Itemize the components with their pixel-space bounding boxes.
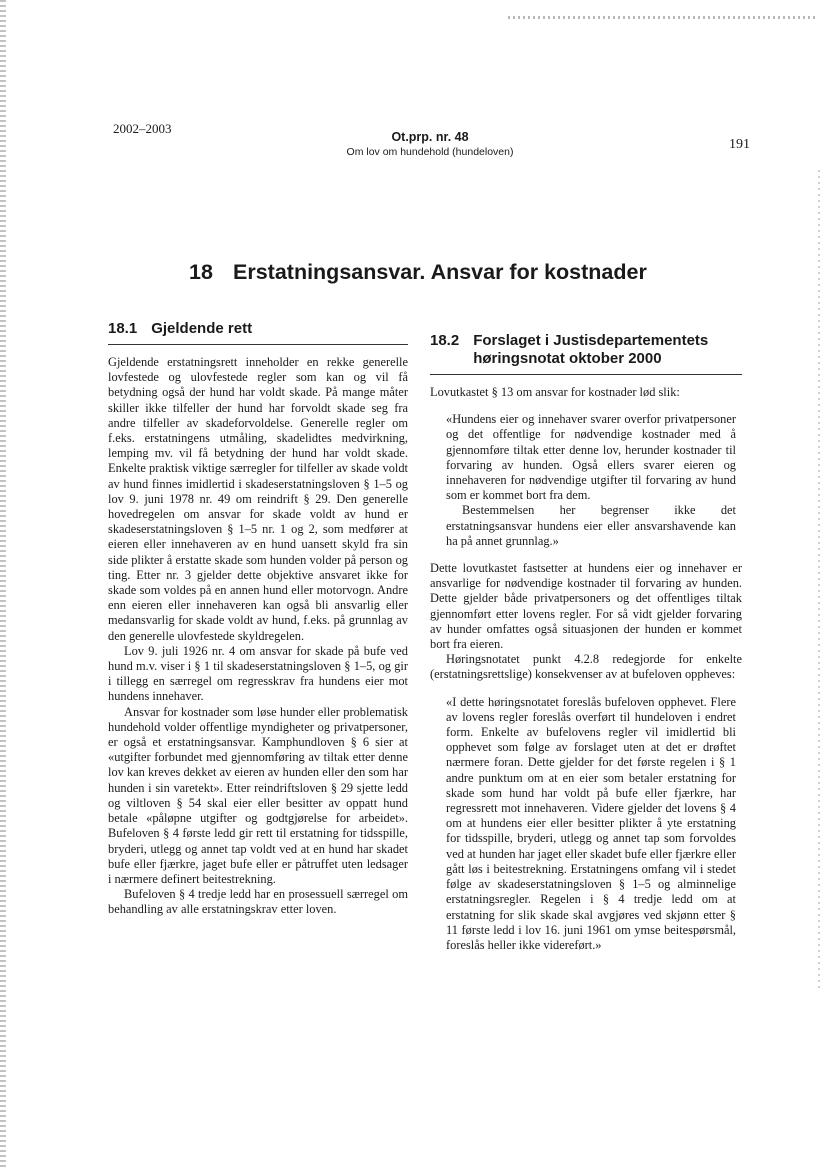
scan-edge-top	[508, 16, 818, 19]
section-title: Gjeldende rett	[151, 320, 253, 337]
block-quote-hearing-note	[446, 695, 736, 953]
paragraph: Høringsnotatet punkt 4.2.8 redegjorde for enkelte (erstatningsrettslige) konsekvenser av at bufeloven oppheves:	[430, 652, 742, 682]
chapter-number: 18	[189, 260, 213, 284]
paragraph: Bufeloven § 4 tredje ledd har en prosessuell særregel om behandling av alle erstatningskrav etter loven.	[108, 887, 408, 917]
section-number: 18.2	[430, 332, 460, 349]
quote-paragraph: «I dette høringsnotatet foreslås bufeloven opphevet. Flere av lovens regler foreslås overført til hundeloven i endret form. Enkelte av bufelovens regler vil imidlertid bli opphevet som følge av forslaget uten at det er drøftet nærmere foran. Dette gjelder for det første regelen i § 1 andre punktum om at en eier som betaler erstatning for skade som hund har voldt på bufe eller fjærkre, har regressrett mot innehaveren. Videre gjelder det lovens § 4 om at hundens eier eller besitter plikter å yte erstatning for tidsspille, bryderi, utlegg og annet tap som forvoldes ved at hunden har jaget eller skadet bufe eller fjærkre eller gått løs i beitestrekning. Erstatningens omfang vil i stedet følge av skadeserstatningsloven § 1–5 og alminnelige erstatningsregler. Regelen i § 4 tredje ledd om at erstatning for slik skade skal avgjøres ved skjønn etter § 11 første ledd i lov 16. juni 1961 om ymse beitespørsmål, foreslås heller ikke videreført.»	[446, 694, 736, 952]
paragraph: Lovutkastet § 13 om ansvar for kostnader lød slik:	[430, 385, 680, 399]
chapter-heading	[189, 260, 647, 285]
page-number: 191	[729, 137, 750, 152]
quote-paragraph: «Hundens eier og innehaver svarer overfor privatpersoner og det offentlige for nødvendige kostnader med å gjennomføre tiltak etter denne lov, herunder kostnader til forvaring av hunden. Også ellers svarer eieren og innehaveren for nødvendige utgifter til forvaring av hund som er kommet bort fra dem.	[446, 412, 736, 503]
paragraph: Gjeldende erstatningsrett inneholder en rekke generelle lovfestede og ulovfestede regler som kan og vil få betydning også der hund har voldt skade. På mange måter skiller ikke tilfeller der hund har forvoldt skade seg fra andre tilfeller av skadeforvoldelse. Generelle regler om f.eks. erstatningens utmåling, skadelidtes medvirkning, lemping mv. vil få betydning der hund har voldt skade. Enkelte praktisk viktige særregler for tilfeller av skade voldt av hund finnes imidlertid i skadeserstatningsloven § 1–5 og lov 9. juni 1978 nr. 49 om reindrift § 29. Den generelle hovedregelen om ansvar for skade voldt av hund er skadeserstatningsloven § 1–5 nr. 1 og 2, som medfører at eieren eller innehaveren av en hund uansett skyld fra sin side plikter å erstatte skade som hunden volder på person og ting. Etter nr. 3 gjelder dette objektive ansvaret ikke for skade som voldes på en annen hund eller motorvogn. Andre enn eieren eller innehaveren kan også bli ansvarlig eller medansvarlig for skade voldt av hund, f.eks. på grunnlag av den generelle ulovfestede skyldregelen.	[108, 355, 408, 643]
scan-edge-left	[0, 0, 6, 1169]
right-column	[430, 332, 742, 965]
section-heading-18-2	[430, 332, 742, 375]
header-year: 2002–2003	[113, 121, 172, 136]
paragraph: Dette lovutkastet fastsetter at hundens eier og innehaver er ansvarlige for nødvendige kostnader til forvaring av hunden. Dette gjelder både privatpersoners og det offentliges tiltak gjennomført etter lovens regler. For så vidt gjelder forvaring av hunder omfattes også situasjonen der hunden er kommet bort fra eieren.	[430, 561, 742, 652]
paragraph: Ansvar for kostnader som løse hunder eller problematisk hundehold volder offentlige myndigheter og privatpersoner, er også et erstatningsansvar. Kamphundloven § 6 sier at «utgifter forbundet med gjennomføring av tiltak etter denne lov kan kreves dekket av eieren av hunden eller den som har hunden i sin varetekt». Etter reindriftsloven § 29 sjette ledd og viltloven § 54 skal eier eller besitter av oppatt hund betale «påløpne utgifter og godtgjørelse for arbeidet». Bufeloven § 4 første ledd gir rett til erstatning for tidsspille, bryderi, utlegg og annet tap voldt ved at en hund har skadet bufe eller fjærkre, jaget bufe eller er påtruffet uten ledsager i nærmere definert beitestrekning.	[108, 704, 408, 886]
section-title: Forslaget i Justisdepartementets høringsnotat oktober 2000	[473, 332, 709, 367]
quote-paragraph: Bestemmelsen her begrenser ikke det erstatningsansvar hundens eier eller ansvarshavende kan ha på annet grunnlag.»	[446, 503, 736, 548]
chapter-title: Erstatningsansvar. Ansvar for kostnader	[233, 260, 647, 284]
scan-edge-right	[818, 170, 820, 990]
document-subtitle: Om lov om hundehold (hundeloven)	[346, 146, 514, 158]
section-heading-18-1	[108, 320, 408, 345]
section-number: 18.1	[108, 320, 138, 337]
block-quote-law-draft	[446, 412, 736, 549]
running-header	[290, 130, 570, 158]
left-column	[108, 320, 408, 918]
document-title: Ot.prp. nr. 48	[391, 130, 469, 144]
paragraph: Lov 9. juli 1926 nr. 4 om ansvar for skade på bufe ved hund m.v. viser i § 1 til skadeserstatningsloven § 1–5, og gir i tillegg en særregel om regresskrav fra hundens eier mot hundens innehaver.	[108, 643, 408, 704]
section-intro	[430, 385, 742, 400]
section-body	[430, 561, 742, 683]
section-body	[108, 355, 408, 918]
